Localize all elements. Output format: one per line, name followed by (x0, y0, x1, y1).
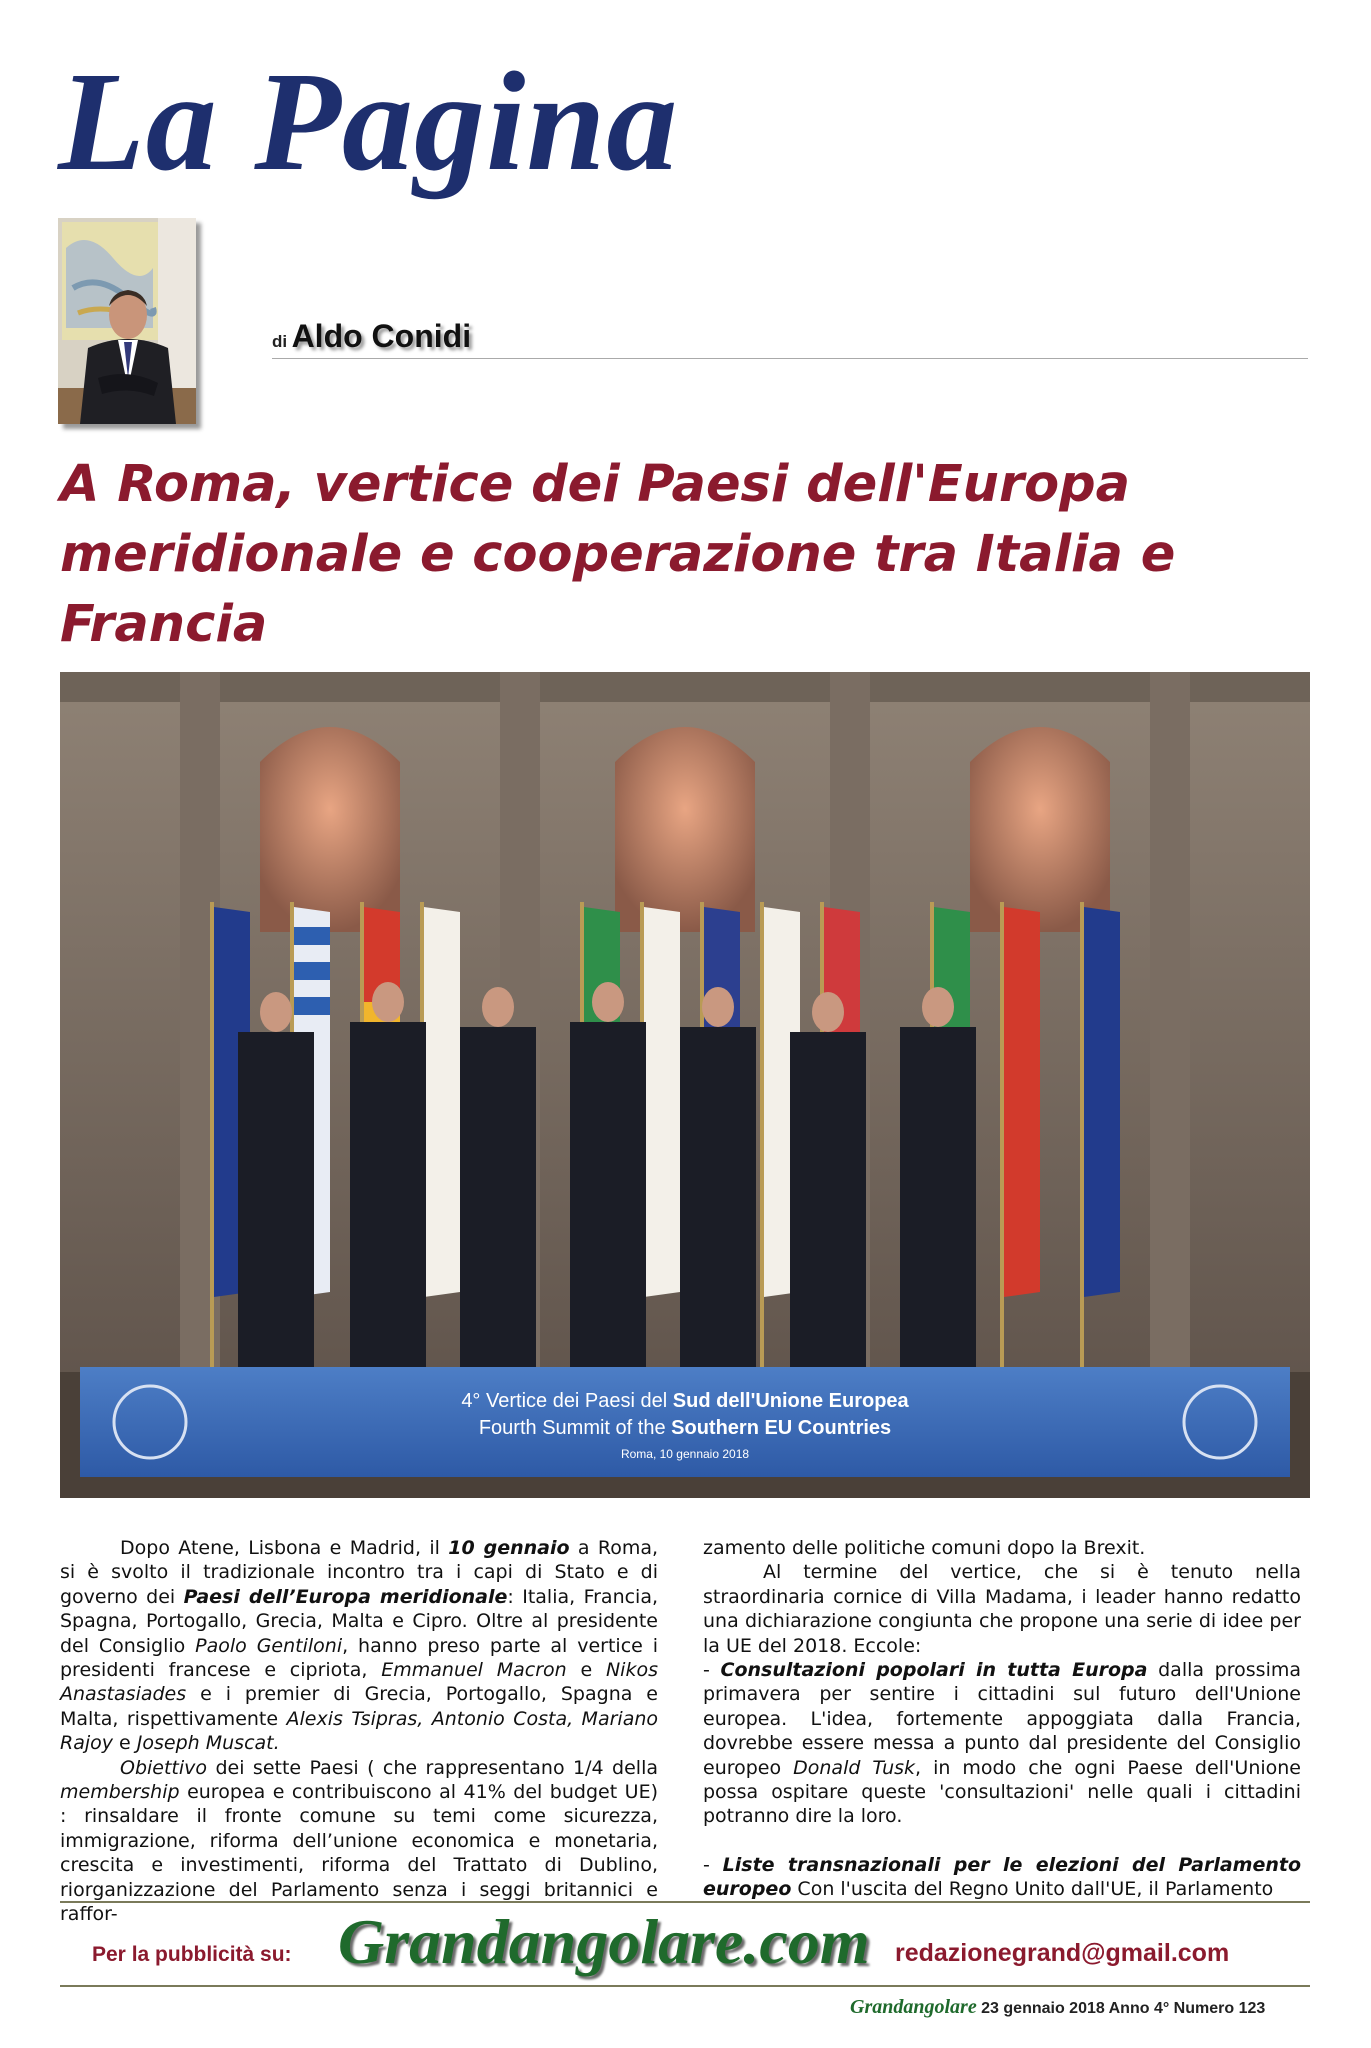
article-paragraph: Obiettivo dei sette Paesi ( che rappresentano 1/4 della membership europea e contribuiscono al 41% del budget UE) : rinsaldare il fronte comune su temi come sicurezza, immigrazione, riforma dell’unione economica e monetaria, crescita e investimenti, riforma del Trattato di Dublino, riorganizzazione del Parlamento senza i seggi britannici e raffor- (60, 1756, 658, 1926)
article-paragraph: zamento delle politiche comuni dopo la Brexit. (703, 1537, 1146, 1559)
ad-label: Per la pubblicità su: (92, 1943, 292, 1966)
article-paragraph: Al termine del vertice, che si è tenuto nella straordinaria cornice di Villa Madama, i leader hanno redatto una dichiarazione congiunta che propone una serie di idee per la UE del 2018. Eccole: (703, 1561, 1301, 1657)
article-column-1 (60, 1536, 658, 1927)
article-paragraph: Dopo Atene, Lisbona e Madrid, il 10 gennaio a Roma, si è svolto il tradizionale incontro tra i capi di Stato e di governo dei Paesi dell’Europa meridionale: Italia, Francia, Spagna, Portogallo, Grecia, Malta e Cipro. Oltre al presidente del Consiglio Paolo Gentiloni, hanno preso parte al vertice i presidenti francese e cipriota, Emmanuel Macron e Nikos Anastasiades e i premier di Grecia, Portogallo, Spagna e Malta, rispettivamente Alexis Tsipras, Antonio Costa, Mariano Rajoy e Joseph Muscat. (60, 1537, 659, 1755)
article-paragraph: - Liste transnazionali per le elezioni del Parlamento europeo Con l'uscita del Regno Unito dall'UE, il Parlamento (703, 1853, 1301, 1901)
masthead-title: La Pagina (58, 42, 679, 200)
ad-email-link[interactable]: redazionegrand@gmail.com (895, 1939, 1230, 1967)
author-name: Aldo Conidi (291, 318, 472, 354)
divider (60, 1985, 1310, 1987)
footer-publication-name: Grandangolare (850, 1996, 977, 2018)
article-column-2 (703, 1536, 1301, 1902)
banner-line-2: Fourth Summit of the Southern EU Countries (478, 1417, 892, 1439)
banner-date: Roma, 10 gennaio 2018 (620, 1447, 750, 1461)
article-headline: A Roma, vertice dei Paesi dell'Europa meridionale e cooperazione tra Italia e Francia (60, 455, 1176, 654)
byline (272, 318, 1308, 359)
divider (60, 1901, 1310, 1903)
footer-issue-info: 23 gennaio 2018 Anno 4° Numero 123 (976, 2000, 1266, 2017)
summit-photo (60, 672, 1310, 1498)
author-portrait-photo (58, 218, 196, 424)
article-paragraph: - Consultazioni popolari in tutta Europa dalla prossima primavera per sentire i cittadini sul futuro dell'Unione europea. L'idea, fortemente appoggiata dalla Francia, dovrebbe essere messa a punto dal presidente del Consiglio europeo Donald Tusk, in modo che ogni Paese dell'Unione possa ospitare queste 'consultazioni' nelle quali i cittadini potranno dire la loro. (703, 1659, 1301, 1828)
byline-prefix: di (272, 332, 288, 351)
ad-site-logo[interactable]: Grandangolare.com (338, 1906, 870, 1977)
banner-line-1: 4° Vertice dei Paesi del Sud dell'Unione Europea (461, 1390, 909, 1412)
page-footer (850, 1996, 1265, 2019)
